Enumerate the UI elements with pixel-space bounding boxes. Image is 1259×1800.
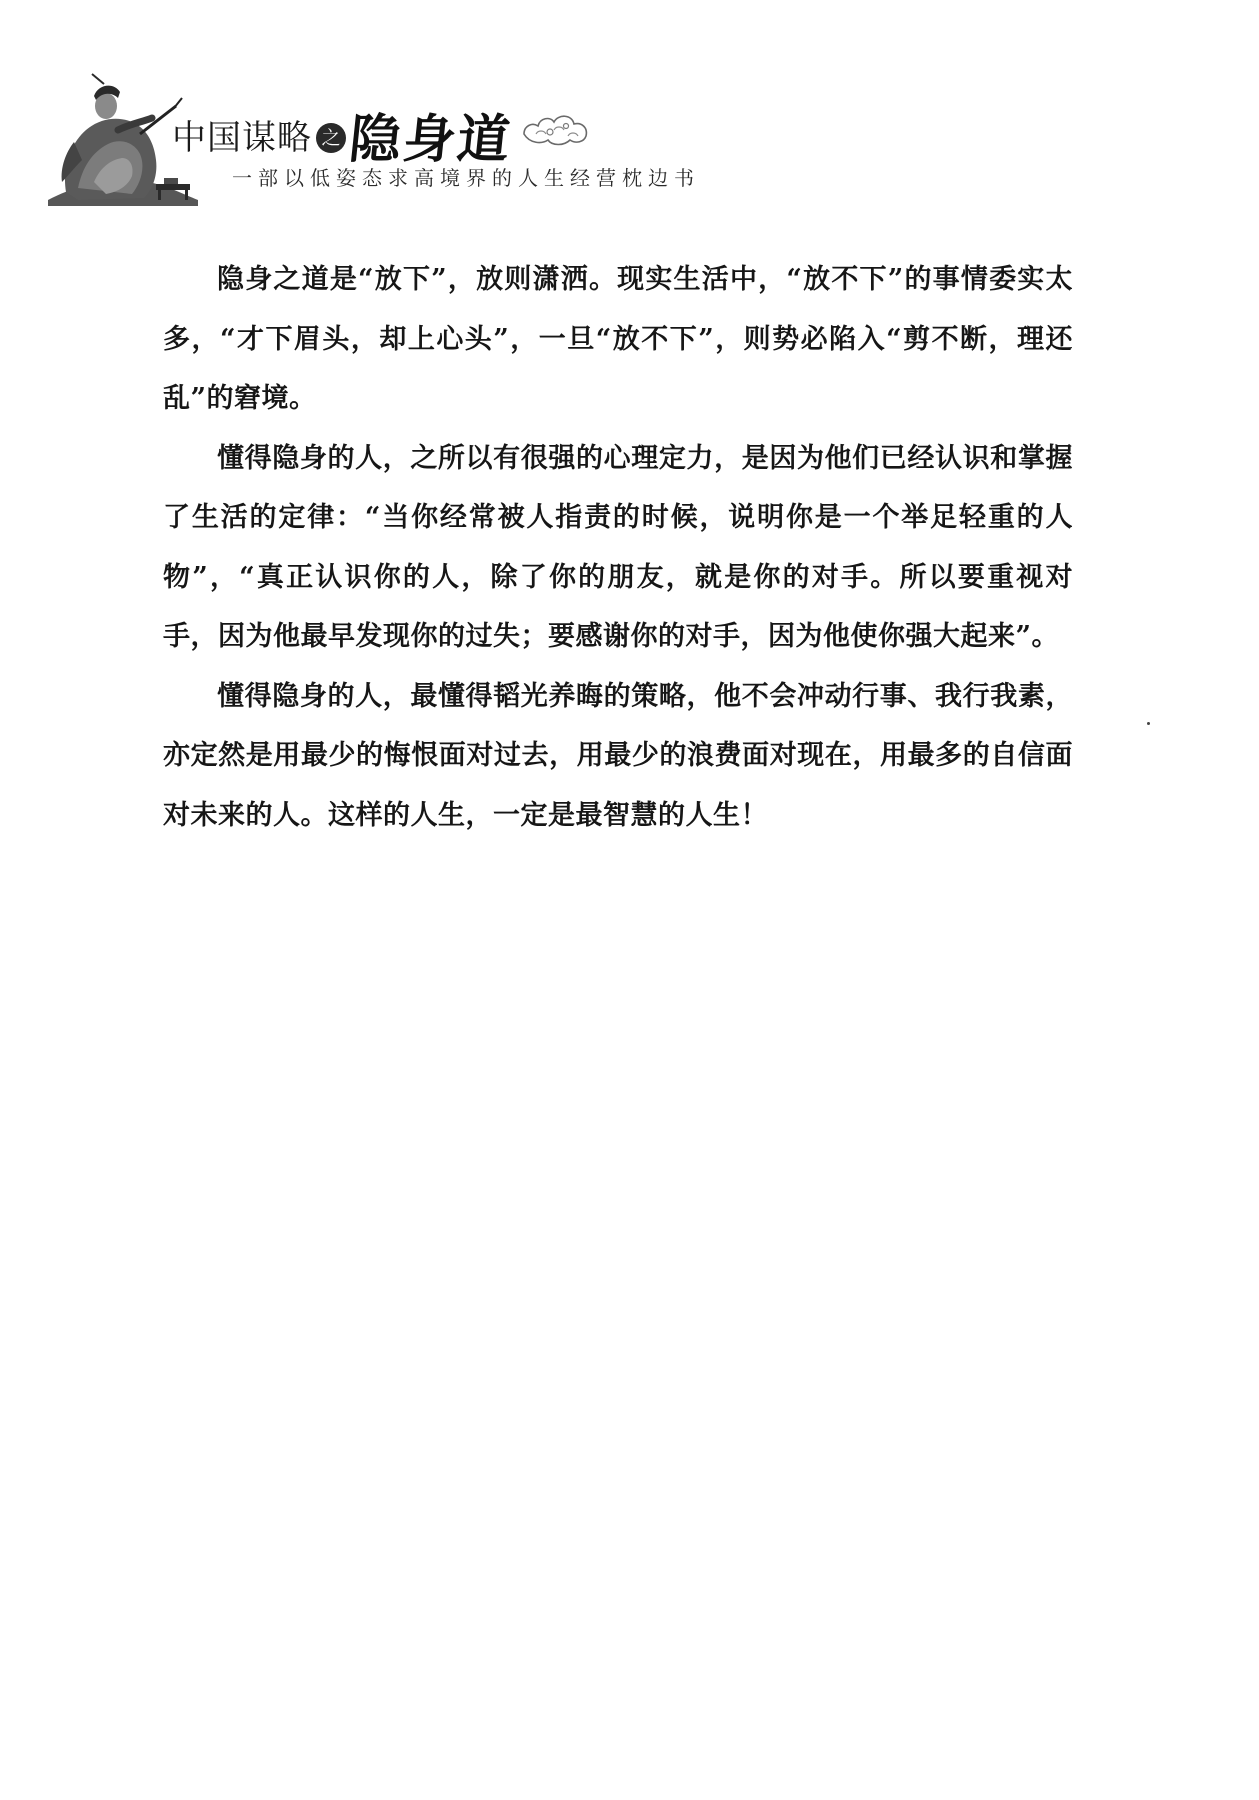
- title-calligraphy: 隐身道: [346, 108, 515, 170]
- title-main-text: 中国谋略: [172, 117, 312, 158]
- book-series-title: [172, 104, 515, 170]
- page-body-text: [163, 250, 1073, 845]
- paragraph: 懂得隐身的人，最懂得韬光养晦的策略，他不会冲动行事、我行我素，亦定然是用最少的悔恨面对过去，用最少的浪费面对现在，用最多的自信面对未来的人。这样的人生，一定是最智慧的人生！: [163, 680, 1073, 831]
- cloud-ornament-icon: [520, 108, 590, 148]
- book-subtitle: 一部以低姿态求高境界的人生经营枕边书: [232, 166, 700, 190]
- paragraph: 隐身之道是“放下”，放则潇洒。现实生活中，“放不下”的事情委实太多，“才下眉头，却上心头”，一旦“放不下”，则势必陷入“剪不断，理还乱”的窘境。: [163, 264, 1073, 414]
- paragraph: 懂得隐身的人，之所以有很强的心理定力，是因为他们已经认识和掌握了生活的定律：“当你经常被人指责的时候，说明你是一个举足轻重的人物”，“真正认识你的人，除了你的朋友，就是你的对手。所以要重视对手，因为他最早发现你的过失；要感谢你的对手，因为他使你强大起来”。: [163, 442, 1073, 652]
- page-header: [0, 0, 1259, 230]
- scan-speck: [1147, 722, 1150, 725]
- title-connector-badge: 之: [316, 123, 346, 153]
